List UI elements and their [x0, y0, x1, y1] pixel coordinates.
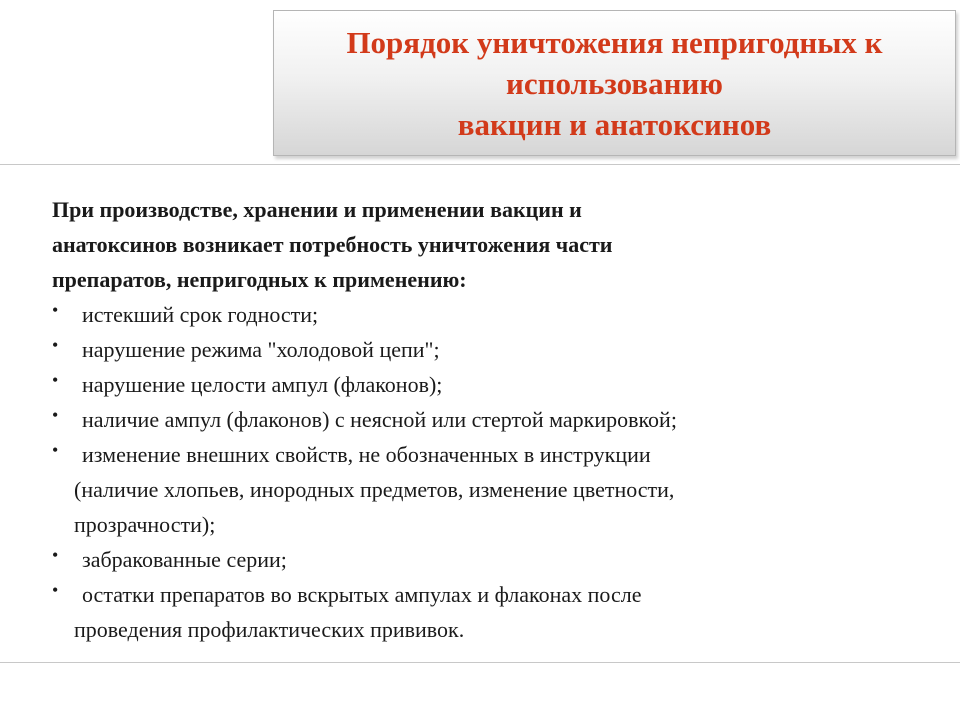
- bullet-dot-icon: •: [52, 370, 59, 390]
- bullet-text: забракованные серии;: [82, 547, 287, 572]
- bullet-item: [52, 577, 912, 647]
- bullet-text: наличие ампул (флаконов) с неясной или стертой маркировкой;: [82, 407, 677, 432]
- bullet-text: прозрачности);: [74, 512, 216, 537]
- content-body: [52, 192, 912, 647]
- bullet-dot-icon: •: [52, 300, 59, 320]
- bullet-dot-icon: •: [52, 580, 59, 600]
- intro-line: При производстве, хранении и применении вакцин и: [52, 197, 582, 222]
- bullet-dot-icon: •: [52, 405, 59, 425]
- bullet-item: [52, 297, 912, 332]
- intro-line: анатоксинов возникает потребность уничтожения части: [52, 232, 613, 257]
- bullet-item: [52, 332, 912, 367]
- title-line: использованию: [505, 65, 723, 101]
- bullet-text: (наличие хлопьев, инородных предметов, изменение цветности,: [74, 477, 675, 502]
- intro-line: препаратов, непригодных к применению:: [52, 267, 467, 292]
- bullet-text: остатки препаратов во вскрытых ампулах и флаконах после: [82, 582, 642, 607]
- divider-bottom: [0, 662, 960, 663]
- divider-top: [0, 164, 960, 165]
- intro-paragraph: [52, 192, 912, 297]
- bullet-item: [52, 437, 912, 542]
- slide-title: [346, 22, 882, 145]
- bullet-text: нарушение целости ампул (флаконов);: [82, 372, 443, 397]
- bullet-dot-icon: •: [52, 440, 59, 460]
- bullet-text: истекший срок годности;: [82, 302, 319, 327]
- bullet-item: [52, 367, 912, 402]
- title-line: вакцин и анатоксинов: [457, 106, 772, 142]
- title-line: Порядок уничтожения непригодных к: [346, 24, 883, 60]
- bullet-list: [52, 297, 912, 647]
- bullet-dot-icon: •: [52, 335, 59, 355]
- bullet-dot-icon: •: [52, 545, 59, 565]
- bullet-text: нарушение режима "холодовой цепи";: [82, 337, 440, 362]
- bullet-item: [52, 542, 912, 577]
- bullet-text: изменение внешних свойств, не обозначенных в инструкции: [82, 442, 651, 467]
- bullet-text: проведения профилактических прививок.: [74, 617, 465, 642]
- title-box: [273, 10, 956, 156]
- bullet-item: [52, 402, 912, 437]
